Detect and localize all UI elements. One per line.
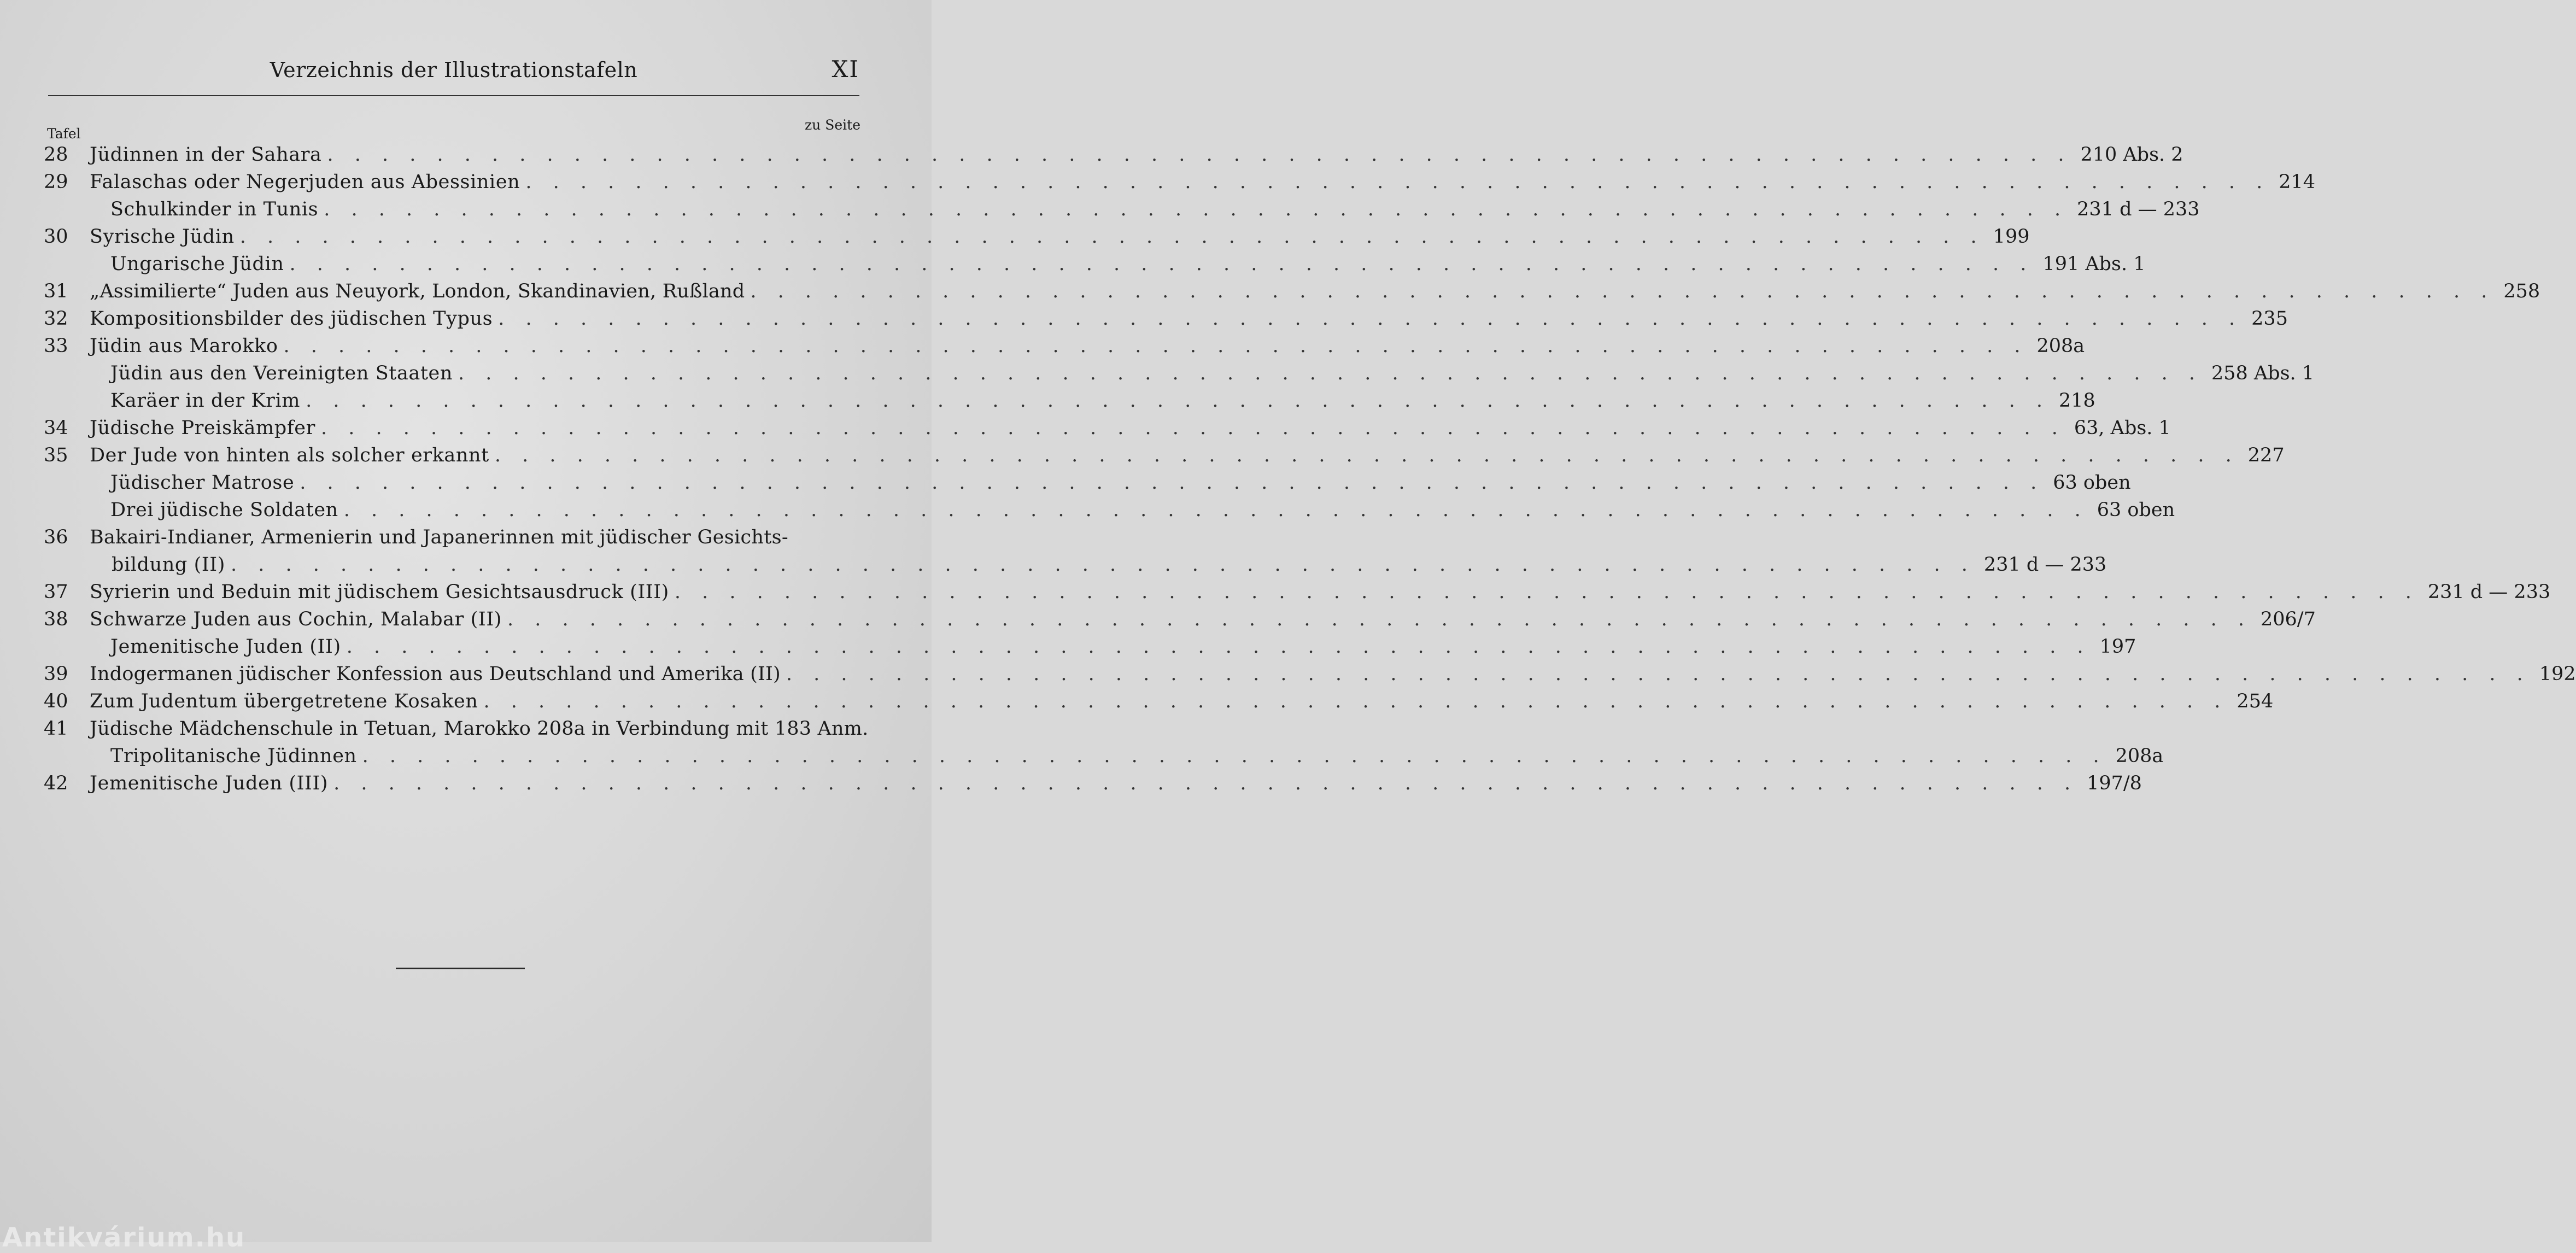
page-reference: 258 Abs. 1 <box>2211 362 2315 384</box>
page-reference: 192 <box>2539 663 2576 685</box>
list-entry <box>44 387 2095 414</box>
page-reference: 231 d — 233 <box>1983 554 2107 576</box>
list-entry <box>44 141 2183 168</box>
page-reference: 197 <box>2099 636 2136 658</box>
plate-title: Jüdische Mädchenschule in Tetuan, Marokko 208a in Verbindung mit 183 Anm. <box>90 718 869 740</box>
closing-rule <box>396 968 525 969</box>
list-entry <box>44 633 2136 660</box>
list-entry <box>44 578 2551 606</box>
page-number: XI <box>832 56 859 83</box>
watermark: Antikvárium.hu <box>2 1222 246 1253</box>
dot-leader <box>290 250 2034 278</box>
plate-title: Ungarische Jüdin <box>110 253 284 275</box>
page-reference: 206/7 <box>2260 608 2316 630</box>
dot-leader <box>327 141 2072 168</box>
plate-title: Jemenitische Juden (III) <box>90 772 329 794</box>
page-reference: 258 <box>2503 280 2540 302</box>
plate-title-line-1: Bakairi-Indianer, Armenierin und Japanerinnen mit jüdischer Gesichts- <box>90 526 788 548</box>
plate-number: 41 <box>44 718 68 740</box>
dot-leader <box>306 387 2050 414</box>
dot-leader <box>458 360 2203 387</box>
list-entry <box>44 278 2540 305</box>
page-reference: 214 <box>2279 171 2316 193</box>
list-entry <box>44 360 2315 387</box>
plate-number: 34 <box>44 417 68 439</box>
plate-number: 42 <box>44 772 68 794</box>
plate-number: 39 <box>44 663 68 685</box>
list-entry <box>44 606 2316 633</box>
dot-leader <box>362 742 2107 770</box>
plate-title: Jüdischer Matrose <box>110 472 295 494</box>
running-title: Verzeichnis der Illustrationstafeln <box>270 58 638 82</box>
plate-title: Schulkinder in Tunis <box>110 198 319 220</box>
plate-title: Der Jude von hinten als solcher erkannt <box>90 444 489 466</box>
list-entry <box>44 223 2030 250</box>
list-entry <box>44 469 2131 496</box>
dot-leader <box>498 305 2243 332</box>
dot-leader <box>324 196 2068 223</box>
plate-title: Jemenitische Juden (II) <box>110 636 341 658</box>
page-reference: 210 Abs. 2 <box>2080 144 2183 166</box>
plate-title: Syrische Jüdin <box>90 226 235 248</box>
dot-leader <box>750 278 2495 305</box>
dot-leader <box>284 332 2028 360</box>
plate-title: Tripolitanische Jüdinnen <box>110 745 357 767</box>
page-reference: 227 <box>2247 444 2285 466</box>
page-reference: 208a <box>2115 745 2164 767</box>
column-label-page: zu Seite <box>805 117 860 133</box>
dot-leader <box>483 688 2228 715</box>
dot-leader <box>321 414 2065 442</box>
dot-leader <box>507 606 2252 633</box>
list-entry <box>44 332 2085 360</box>
dot-leader <box>344 496 2088 524</box>
plate-title: Indogermanen jüdischer Konfession aus Deutschland und Amerika (II) <box>90 663 781 685</box>
plate-title-line-2: bildung (II) <box>112 554 225 576</box>
list-entry <box>44 688 2274 715</box>
dot-leader <box>495 442 2239 469</box>
plate-title: „Assimilierte“ Juden aus Neuyork, London, Skandinavien, Rußland <box>90 280 745 302</box>
plate-number: 37 <box>44 581 68 603</box>
plate-title-line-2-row <box>90 551 2106 578</box>
plate-number: 36 <box>44 526 68 548</box>
plate-title: Falaschas oder Negerjuden aus Abessinien <box>90 171 520 193</box>
list-entry <box>44 715 869 742</box>
list-entry <box>44 524 2107 578</box>
dot-leader <box>347 633 2091 660</box>
plate-number: 30 <box>44 226 68 248</box>
dot-leader <box>231 551 1975 578</box>
page-reference: 208a <box>2036 335 2085 357</box>
plate-title: Karäer in der Krim <box>110 390 301 412</box>
plate-title: Jüdische Preiskämpfer <box>90 417 315 439</box>
column-label-tafel: Tafel <box>47 126 81 142</box>
plate-title: Kompositionsbilder des jüdischen Typus <box>90 308 493 330</box>
page-reference: 235 <box>2251 308 2288 330</box>
page-reference: 231 d — 233 <box>2427 581 2551 603</box>
plate-title: Zum Judentum übergetretene Kosaken <box>90 690 478 712</box>
plate-number: 31 <box>44 280 68 302</box>
page-reference: 254 <box>2237 690 2274 712</box>
plate-title: Jüdin aus Marokko <box>90 335 278 357</box>
list-entry <box>44 168 2316 196</box>
plate-number: 33 <box>44 335 68 357</box>
page-reference: 63, Abs. 1 <box>2074 417 2171 439</box>
plate-title: Jüdinnen in der Sahara <box>90 144 322 166</box>
page-reference: 218 <box>2059 390 2095 412</box>
plate-title-block <box>90 524 2106 578</box>
dot-leader <box>525 168 2270 196</box>
list-entry <box>44 770 2142 797</box>
plate-number: 38 <box>44 608 68 630</box>
dot-leader <box>300 469 2044 496</box>
plate-number: 29 <box>44 171 68 193</box>
plate-list <box>44 141 2576 797</box>
plate-number: 35 <box>44 444 68 466</box>
plate-title: Jüdin aus den Vereinigten Staaten <box>110 362 453 384</box>
plate-number: 32 <box>44 308 68 330</box>
dot-leader <box>240 223 1984 250</box>
page-reference: 191 Abs. 1 <box>2042 253 2146 275</box>
header-rule <box>48 95 859 96</box>
plate-title: Schwarze Juden aus Cochin, Malabar (II) <box>90 608 502 630</box>
page-reference: 231 d — 233 <box>2077 198 2200 220</box>
plate-number: 28 <box>44 144 68 166</box>
page-reference: 199 <box>1993 226 2030 248</box>
list-entry <box>44 305 2288 332</box>
running-head <box>48 52 859 87</box>
page-reference: 63 oben <box>2097 499 2175 521</box>
list-entry <box>44 496 2175 524</box>
list-entry <box>44 196 2200 223</box>
list-entry <box>44 414 2171 442</box>
dot-leader <box>786 660 2531 688</box>
dot-leader <box>333 770 2078 797</box>
list-entry <box>44 742 2164 770</box>
page-reference: 63 oben <box>2053 472 2131 494</box>
plate-title: Drei jüdische Soldaten <box>110 499 338 521</box>
page-reference: 197/8 <box>2087 772 2142 794</box>
list-entry <box>44 442 2285 469</box>
list-entry <box>44 660 2576 688</box>
dot-leader <box>675 578 2419 606</box>
list-entry <box>44 250 2146 278</box>
plate-number: 40 <box>44 690 68 712</box>
plate-title: Syrierin und Beduin mit jüdischem Gesichtsausdruck (III) <box>90 581 669 603</box>
